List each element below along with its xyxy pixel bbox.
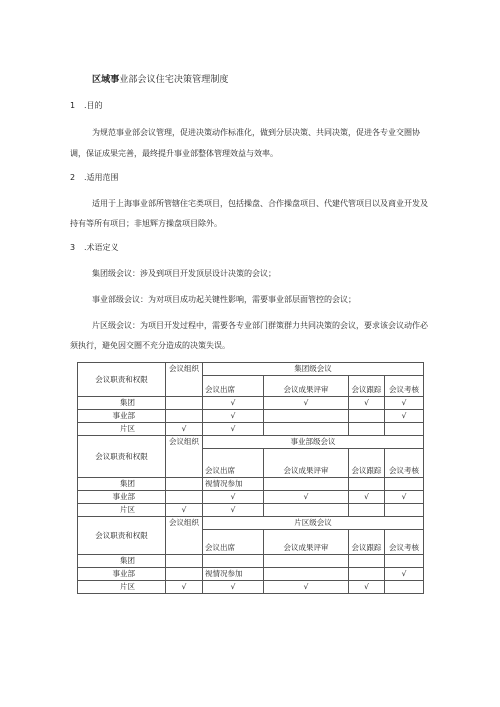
empty-cell [385,504,424,517]
column-header: 会议出席 [203,530,264,555]
permission-cell: √ [385,397,424,410]
definition-area-line-1: 片区级会议：为项目开发过程中，需要各专业部门群策群力共同决策的会议，要求该会议动作必 [92,321,428,330]
row-label-cell: 片区 [78,423,166,436]
section-1-heading [70,100,103,111]
permission-cell: √ [166,504,203,517]
permission-cell: √ [203,504,264,517]
header-label-cell: 会议职责和权限 [78,517,166,555]
empty-cell [264,423,349,436]
table-row [78,478,424,491]
empty-cell [203,555,264,568]
permission-cell: 视情况参加 [203,568,264,581]
column-header: 会议成果评审 [264,376,349,397]
section-number: 3 [70,243,76,252]
table-row [78,423,424,436]
purpose-line-1: 为规范事业部会议管理，促进决策动作标准化，做到分层决策、共同决策，促进各专业交圈协 [92,128,420,137]
permission-cell: √ [203,581,264,594]
empty-cell [349,568,385,581]
column-header: 会议成果评审 [264,530,349,555]
permission-cell: √ [349,397,385,410]
empty-cell [385,581,424,594]
row-label-cell: 集团 [78,555,166,568]
header-label-cell: 会议职责和权限 [78,363,166,397]
column-header: 会议跟踪 [349,376,385,397]
table-row [78,410,424,423]
empty-cell [349,410,385,423]
empty-cell [166,568,203,581]
permission-cell: √ [349,491,385,504]
table-row [78,397,424,410]
table-row [78,504,424,517]
definition-group: 集团级会议：涉及到项目开发顶层设计决策的会议； [92,269,276,278]
permission-cell: √ [349,581,385,594]
permission-cell: √ [385,491,424,504]
scope-line-1: 适用于上海事业部所管辖住宅类项目，包括操盘、合作操盘项目、代建代管项目以及商业开发及 [92,199,428,208]
header-label-cell: 会议职责和权限 [78,436,166,478]
table-body [78,363,424,594]
definition-area-line-2: 须执行，避免因交圈不充分造成的决策失误。 [70,341,230,350]
row-label-cell: 事业部 [78,491,166,504]
column-header: 会议成果评审 [264,449,349,478]
empty-cell [264,555,349,568]
section-title: .术语定义 [84,243,119,252]
table-row-block-title [78,436,424,449]
empty-cell [166,491,203,504]
empty-cell [349,478,385,491]
definition-division: 事业部级会议：为对项目成功起关键性影响，需要事业部层面管控的会议； [92,295,356,304]
empty-cell [264,568,349,581]
column-header: 会议出席 [203,376,264,397]
row-label-cell: 事业部 [78,568,166,581]
column-header: 会议考核 [385,530,424,555]
empty-cell [166,410,203,423]
column-header: 会议跟踪 [349,530,385,555]
permission-cell: √ [385,410,424,423]
empty-cell [385,555,424,568]
permission-cell: √ [203,423,264,436]
permission-cell: 视情况参加 [203,478,264,491]
table-row-block-title [78,363,424,376]
permission-cell: √ [166,423,203,436]
empty-cell [166,478,203,491]
empty-cell [385,423,424,436]
column-header: 会议跟踪 [349,449,385,478]
section-3-heading [70,242,119,253]
section-title: .适用范围 [84,173,119,182]
section-number: 1 [70,101,76,110]
document-title [92,72,229,85]
purpose-line-2: 调，保证成果完善，最终提升事业部整体管理效益与效率。 [70,149,278,158]
row-label-cell: 事业部 [78,410,166,423]
table-row-block-title [78,517,424,530]
table-row [78,581,424,594]
permission-cell: √ [203,410,264,423]
empty-cell [349,423,385,436]
table-row [78,555,424,568]
row-label-cell: 集团 [78,478,166,491]
permission-cell: √ [264,397,349,410]
permission-cell: √ [264,581,349,594]
column-header-organize: 会议组织 [166,517,203,555]
table-row [78,491,424,504]
permission-cell: √ [203,491,264,504]
block-title-cell: 集团级会议 [203,363,424,376]
permission-cell: √ [264,491,349,504]
column-header-organize: 会议组织 [166,363,203,397]
column-header-organize: 会议组织 [166,436,203,478]
column-header: 会议出席 [203,449,264,478]
permission-cell: √ [203,397,264,410]
empty-cell [264,410,349,423]
column-header: 会议考核 [385,449,424,478]
table-row [78,568,424,581]
empty-cell [264,504,349,517]
section-2-heading [70,172,119,183]
permission-cell: √ [385,568,424,581]
empty-cell [385,478,424,491]
empty-cell [349,504,385,517]
scope-line-2: 持有等所有项目；非旭辉方操盘项目除外。 [70,219,222,228]
section-title: .目的 [84,101,103,110]
block-title-cell: 事业部级会议 [203,436,424,449]
empty-cell [264,478,349,491]
section-number: 2 [70,173,76,182]
meeting-permissions-table [77,362,424,594]
empty-cell [166,397,203,410]
title-rest: 业部会议住宅决策管理制度 [119,75,229,85]
empty-cell [349,555,385,568]
permission-cell: √ [166,581,203,594]
row-label-cell: 集团 [78,397,166,410]
row-label-cell: 片区 [78,504,166,517]
column-header: 会议考核 [385,376,424,397]
row-label-cell: 片区 [78,581,166,594]
empty-cell [166,555,203,568]
title-bold-part: 区域事 [92,75,120,85]
block-title-cell: 片区级会议 [203,517,424,530]
